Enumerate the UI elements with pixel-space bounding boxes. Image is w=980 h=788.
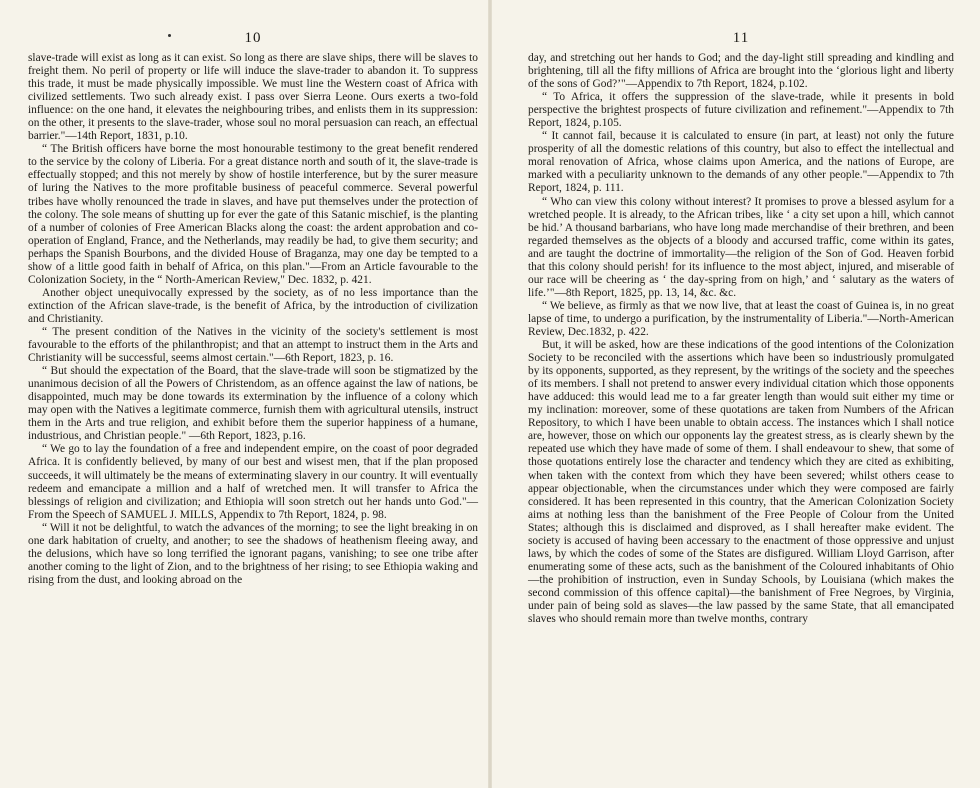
paragraph: But, it will be asked, how are these indications of the good intentions of the Colonization Society to be reconciled with the assertions which have been so industriously promulgated by its opponents, supported, as they represent, by the writings of the society and the speeches of its members. I shall not pretend to answer every individual citation which those opponents have adduced: this would lead me to a far greater length than would suit either my time or my inclination: moreover, some of these quotations are taken from Numbers of the African Repository, to which I have been unable to obtain access. The instances which I shall notice are, however, those on which our opponents lay the greatest stress, as is clearly shewn by the repeated use which they have made of some of them. I shall endeavour to shew, that some of those quotations entirely lose the character and tendency which they are cited as exhibiting, when taken with the context from which they have been severed; whilst others cease to appear objectionable, when the circumstances under which they were composed are fairly considered. It has been represented in this country, that the American Colonization Society aims at nothing less than the banishment of the Free People of Colour from the United States; although this is disclaimed and disproved, as I shall hereafter make evident. The society is accused of having been accessary to the enactment of those oppressive and unjust laws, by which the codes of some of the States are disfigured. William Lloyd Garrison, after enumerating some of these acts, such as the banishment of the Coloured inhabitants of Ohio—the prohibition of instruction, even in Sunday Schools, by Louisiana (which makes the second commission of this offence capital)—the banishment of Free Negroes, by Virginia, under pain of being sold as slaves—the law passed by the same State, that all emancipated slaves who should remain more than twelve months, contrary: [528, 339, 954, 626]
right-page-text: [528, 52, 954, 626]
right-page: [490, 0, 980, 788]
paragraph: “ The present condition of the Natives in the vicinity of the society's settlement is most favourable to the efforts of the philanthropist; and that an attempt to instruct them in the Arts and Christianity will be successful, seems almost certain."—6th Report, 1823, p. 16.: [28, 325, 478, 365]
paragraph: “ The British officers have borne the most honourable testimony to the great benefit rendered to the service by the colony of Liberia. For a great distance north and south of it, the slave-trade is effectually stopped; and this not merely by show of hostile interference, but by the surer measure of luring the Natives to the more profitable business of peaceful commerce. Several powerful tribes have wholly renounced the trade in slaves, and have put themselves under the protection of the colony. The sole means of shutting up for ever the gate of this Satanic mischief, is the planting of a number of colonies of Free American Blacks along the coast: the ardent approbation and co-operation of England, France, and the Netherlands, may readily be had, to give them security; and perhaps the Spanish Bourbons, and the divided House of Braganza, may one day be tempted to a show of a little good faith in behalf of Africa, on this plan."—From an Article favourable to the Colonization Society, in the “ North-American Review," Dec. 1832, p. 421.: [28, 143, 478, 286]
paragraph: slave-trade will exist as long as it can exist. So long as there are slave ships, there will be slaves to freight them. No peril of property or life will induce the slave-trader to abandon it. To suppress this trade, it must be made physically impossible. We must line the Western coast of Africa with civilized settlements. Two such already exist. I pass over Sierra Leone. Ours exerts a two-fold influence: on the one hand, it elevates the neighbouring tribes, and enlists them in its suppression: on the other, it presents to the slave-trader, whose soul no moral persuasion can reach, an effectual barrier."—14th Report, 1831, p.10.: [28, 52, 478, 143]
paragraph: day, and stretching out her hands to God; and the day-light still spreading and kindling and brightening, till all the fifty millions of Africa are brought into the ‘glorious light and liberty of the sons of God?’"—Appendix to 7th Report, 1824, p.102.: [528, 52, 954, 91]
left-page-text: [28, 52, 478, 587]
paragraph: “ Who can view this colony without interest? It promises to prove a blessed asylum for a wretched people. It is already, to the African tribes, like ‘ a city set upon a hill, which cannot be hid.’ A thousand barbarians, who have long made merchandise of their brethren, and been regarded themselves as the objects of a bloody and accursed traffic, come within its gates, and are taught the doctrine of immortality—the religion of the Son of God. Heaven forbid that this colony should perish! for its influence to the most abject, injured, and miserable of our race will be cheering as ‘ the day-spring from on high,’ and ‘ salutary as the waters of life.’"—8th Report, 1825, pp. 13, 14, &c. &c.: [528, 195, 954, 299]
page-number-right: 11: [732, 30, 750, 46]
paragraph: “ To Africa, it offers the suppression of the slave-trade, while it presents in bold perspective the brightest prospects of future civilization and refinement."—Appendix to 7th Report, 1824, p.105.: [528, 91, 954, 130]
paragraph: “ It cannot fail, because it is calculated to ensure (in part, at least) not only the future prosperity of all the domestic relations of this country, but also to effect the intellectual and moral renovation of Africa, whose claims upon America, and the nations of Europe, are marked with a peculiarity unknown to the demands of any other people."—Appendix to 7th Report, 1824, p. 111.: [528, 130, 954, 195]
paragraph: “ We go to lay the foundation of a free and independent empire, on the coast of poor degraded Africa. It is confidently believed, by many of our best and wisest men, that if the plan proposed succeeds, it will ultimately be the means of exterminating slavery in our country. It will eventually redeem and emancipate a million and a half of wretched men. It will transfer to Africa the blessings of religion and civilization; and Ethiopia will soon stretch out her hands unto God."—From the Speech of SAMUEL J. MILLS, Appendix to 7th Report, 1824, p. 98.: [28, 443, 478, 521]
page-number-left: 10: [244, 30, 262, 46]
paragraph: Another object unequivocally expressed by the society, as of no less importance than the extinction of the African slave-trade, is the benefit of Africa, by the introduction of civilization and Christianity.: [28, 286, 478, 325]
paragraph: “ Will it not be delightful, to watch the advances of the morning; to see the light breaking in on one dark habitation of cruelty, and another; to see the shadows of heathenism fleeing away, and the delusions, which have so long terrified the ignorant pagans, vanishing; to see one tribe after another coming to the light of Zion, and to the brightness of her rising; to see Ethiopia waking and rising from the dust, and looking abroad on the: [28, 521, 478, 586]
print-speck: [168, 34, 171, 37]
paragraph: “ But should the expectation of the Board, that the slave-trade will soon be stigmatized by the unanimous decision of all the Powers of Christendom, as an offence against the law of nations, be disappointed, much may be done towards its extermination by the influence of a colony which may open with the Natives a legitimate commerce, furnish them with agricultural utensils, instruct them in the Arts and true religion, and exhibit before them the superior happiness of a humane, industrious, and Christian people." —6th Report, 1823, p.16.: [28, 365, 478, 443]
paragraph: “ We believe, as firmly as that we now live, that at least the coast of Guinea is, in no great lapse of time, to undergo a purification, by the instrumentality of Liberia."—North-American Review, Dec.1832, p. 422.: [528, 299, 954, 338]
